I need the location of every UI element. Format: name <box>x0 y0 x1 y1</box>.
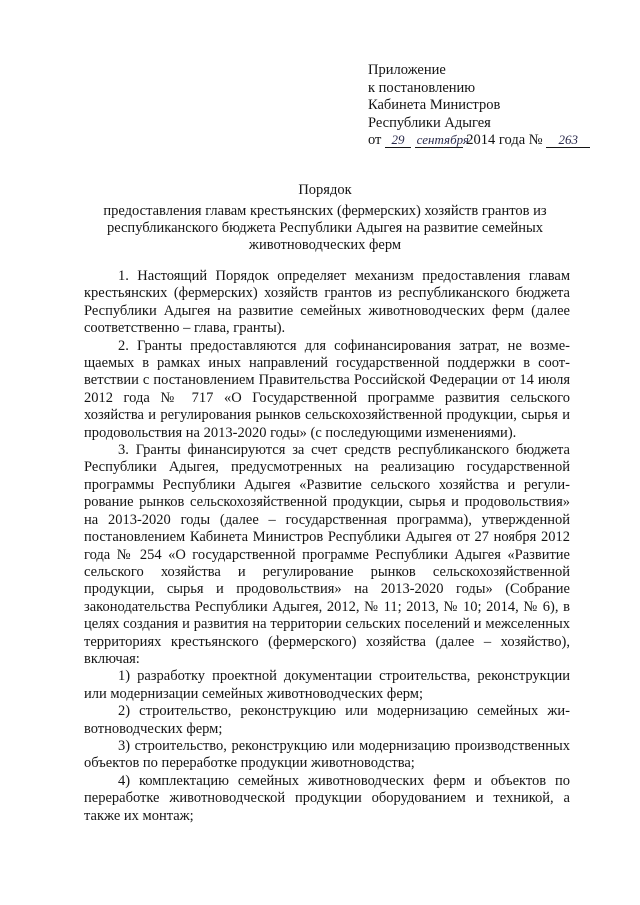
document-number: 263 <box>546 133 590 148</box>
list-item-1: 1) разработку проектной документации строительства, реконструкции или модернизации семейных животноводческих ферм; <box>84 668 570 702</box>
document-title <box>60 182 590 254</box>
paragraph-3: 3. Гранты финансируются за счет средств республиканского бюджета Республики Адыгея, предусмотренных на реализацию государственной программы Республики Адыгея «Развитие сельского хозяйства и регулирование рынков сельскохозяйственной продукции, сырья и продовольствия» на 2013-2020 годы (далее – государственная программа), утвержденной постановлением Кабинета Министров Республики Адыгея от 27 ноября 2012 года № 254 «О государственной программе Республики Адыгея «Развитие сельского хозяйства и регулирование рынков сельскохозяйственной продукции, сырья и продовольствия» на 2013-2020 годы» (Собрание законодательства Республики Адыгея, 2012, № 11; 2013, № 10; 2014, № 6), в целях создания и развития на территории сельских поселений и межселенных территориях крестьянского (фермерского) хозяйства (далее – хозяйство), включая: <box>84 442 570 667</box>
attachment-line-2: к постановлению <box>368 79 476 96</box>
paragraph-2: 2. Гранты предоставляются для софинансирования затрат, не возмещаемых в рамках иных направлений государственной поддержки в соответствии с постановлением Правительства Российской Федерации от 14 июля 2012 года № 717 «О Государственной программе развития сельского хозяйства и регулирования рынков сельскохозяйственной продукции, сырья и продовольствия на 2013-2020 годы» (с последующими изменениями). <box>84 337 570 441</box>
date-month: сентября <box>416 132 469 147</box>
attachment-date-line <box>368 132 618 150</box>
date-day: 29 <box>385 133 411 148</box>
title-main: Порядок <box>298 182 352 198</box>
list-item-3: 3) строительство, реконструкцию или модернизацию производственных объектов по переработке продукции животноводства; <box>84 737 570 772</box>
title-sub-1: предоставления главам крестьянских (фермерских) хозяйств грантов из <box>103 203 547 219</box>
attachment-line-3: Кабинета Министров <box>368 97 501 113</box>
date-prefix: от <box>368 132 382 148</box>
attachment-line-1: Приложение <box>368 62 446 78</box>
title-sub-3: животноводческих ферм <box>248 237 402 253</box>
date-year: 2014 года № <box>466 132 543 148</box>
list-item-4: 4) комплектацию семейных животноводческих ферм и объектов по переработке животноводческой продукции оборудованием и техникой, а также их монтаж; <box>84 772 570 824</box>
title-sub-2: республиканского бюджета Республики Адыгея на развитие семейных <box>106 220 544 236</box>
attachment-line-4: Республики Адыгея <box>368 114 491 131</box>
attachment-block <box>368 62 618 150</box>
list-item-2: 2) строительство, реконструкцию или модернизацию семейных животноводческих ферм; <box>84 703 570 737</box>
paragraph-1: 1. Настоящий Порядок определяет механизм предоставления главам крестьянских (фермерских) хозяйств грантов из республиканского бюджета Республики Адыгея на развитие семейных животноводческих ферм (далее соответственно – глава, гранты). <box>84 268 570 337</box>
document-body <box>84 268 570 825</box>
